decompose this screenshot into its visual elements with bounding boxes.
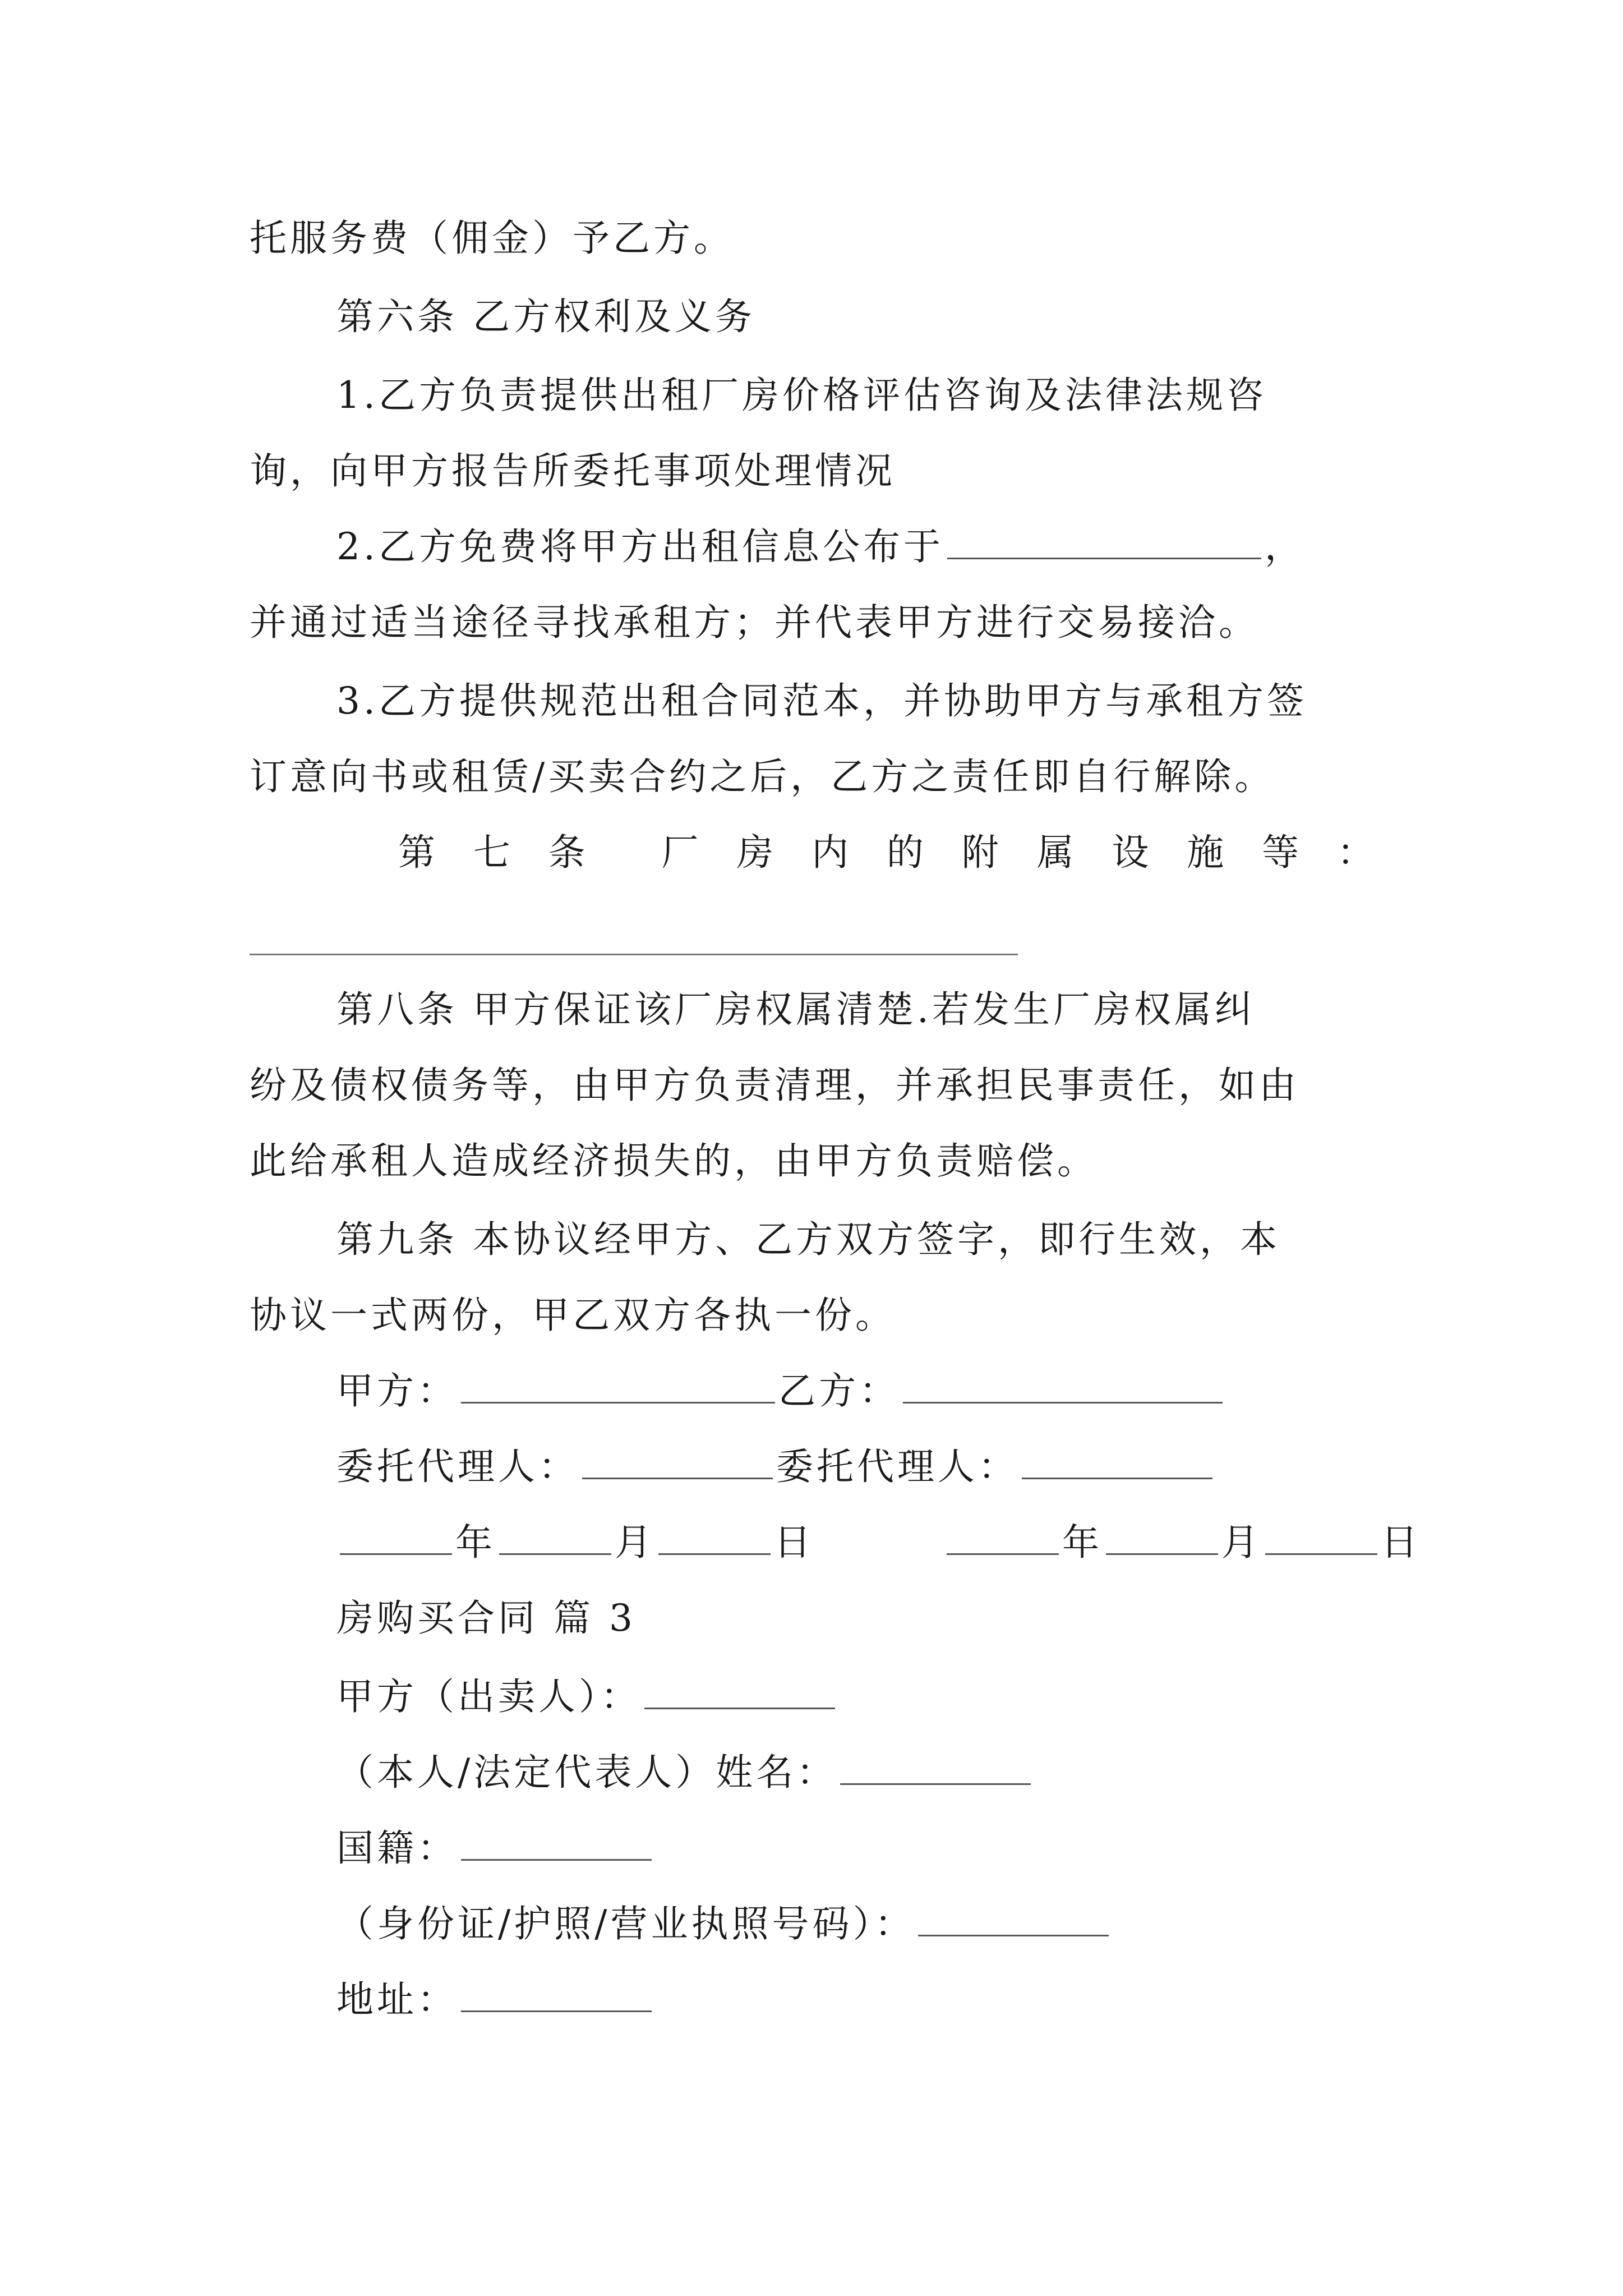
- text-line: 此给承租人造成经济损失的，由甲方负责赔偿。: [250, 1139, 1098, 1182]
- month-label: 月: [1221, 1521, 1262, 1564]
- char: 内: [811, 831, 849, 874]
- day-blank: [658, 1521, 771, 1555]
- char: 第: [398, 831, 435, 874]
- text-line: 纷及债权债务等，由甲方负责清理，并承担民事责任，如由: [250, 1064, 1299, 1107]
- article-7-line: [398, 830, 1374, 875]
- blank-line: [250, 954, 1018, 955]
- month-blank: [499, 1521, 611, 1555]
- year-label: 年: [455, 1521, 496, 1564]
- agent-b-blank: [1022, 1445, 1212, 1479]
- text-line: 订意向书或租赁/买卖合约之后，乙方之责任即自行解除。: [250, 755, 1275, 798]
- address-blank: [461, 1978, 652, 2012]
- party-a-label: 甲方：: [336, 1369, 458, 1412]
- text-line: 协议一式两份，甲乙双方各执一份。: [250, 1294, 896, 1337]
- seller-label: 甲方（出卖人）：: [336, 1675, 641, 1718]
- article-6-title: 第六条 乙方权利及义务: [336, 295, 755, 338]
- char: ：: [1336, 831, 1374, 874]
- date-line: [336, 1520, 1421, 1565]
- id-line: [336, 1902, 1112, 1947]
- party-a-blank: [461, 1369, 775, 1404]
- signature-line: [336, 1369, 1226, 1414]
- id-label: （身份证/护照/营业执照号码）：: [336, 1902, 915, 1945]
- day-label: 日: [774, 1521, 814, 1564]
- char: 条: [548, 831, 585, 874]
- text-line: 1.乙方负责提供出租厂房价格评估咨询及法律法规咨: [336, 374, 1267, 417]
- char: 等: [1262, 831, 1299, 874]
- day-blank: [1265, 1521, 1377, 1555]
- text-line: 3.乙方提供规范出租合同范本，并协助甲方与承租方签: [336, 679, 1307, 723]
- name-label: （本人/法定代表人）姓名：: [336, 1751, 837, 1794]
- month-blank: [1106, 1521, 1218, 1555]
- char: 施: [1187, 831, 1224, 874]
- char: 的: [886, 831, 924, 874]
- agent-b-label: 委托代理人：: [776, 1445, 1018, 1488]
- text-line: 第九条 本协议经甲方、乙方双方签字，即行生效，本: [336, 1218, 1280, 1261]
- nationality-label: 国籍：: [336, 1826, 458, 1870]
- address-line: [336, 1977, 655, 2022]
- year-label: 年: [1062, 1521, 1103, 1564]
- text-line: 并通过适当途径寻找承租方；并代表甲方进行交易接洽。: [250, 601, 1259, 644]
- year-blank: [340, 1521, 452, 1555]
- text-line: 询，向甲方报告所委托事项处理情况: [250, 449, 896, 493]
- text-line: 托服务费（佣金）予乙方。: [250, 217, 734, 260]
- day-label: 日: [1381, 1521, 1421, 1564]
- address-label: 地址：: [336, 1978, 458, 2021]
- nationality-blank: [461, 1826, 652, 1861]
- char: 房: [736, 831, 774, 874]
- seller-blank: [644, 1675, 835, 1709]
- seller-line: [336, 1674, 838, 1719]
- text-line: [336, 524, 1305, 569]
- text-segment: 2.乙方免费将甲方出租信息公布于: [336, 525, 944, 568]
- party-b-label: 乙方：: [778, 1369, 900, 1412]
- party-b-blank: [903, 1369, 1223, 1404]
- name-line: [336, 1750, 1034, 1795]
- agent-a-blank: [582, 1445, 773, 1479]
- name-blank: [840, 1751, 1031, 1785]
- char: 属: [1036, 831, 1074, 874]
- char: 厂: [661, 831, 699, 874]
- nationality-line: [336, 1826, 655, 1871]
- section-title: 房购买合同 篇 3: [336, 1596, 636, 1640]
- blank-line: [947, 525, 1261, 559]
- char: 设: [1112, 831, 1149, 874]
- text-line: 第八条 甲方保证该厂房权属清楚.若发生厂房权属纠: [336, 988, 1255, 1031]
- month-label: 月: [615, 1521, 655, 1564]
- id-blank: [918, 1902, 1109, 1936]
- char: 附: [961, 831, 999, 874]
- char: 七: [473, 831, 510, 874]
- text-segment: ，: [1264, 525, 1305, 568]
- agent-line: [336, 1444, 1216, 1489]
- agent-a-label: 委托代理人：: [336, 1445, 579, 1488]
- year-blank: [947, 1521, 1059, 1555]
